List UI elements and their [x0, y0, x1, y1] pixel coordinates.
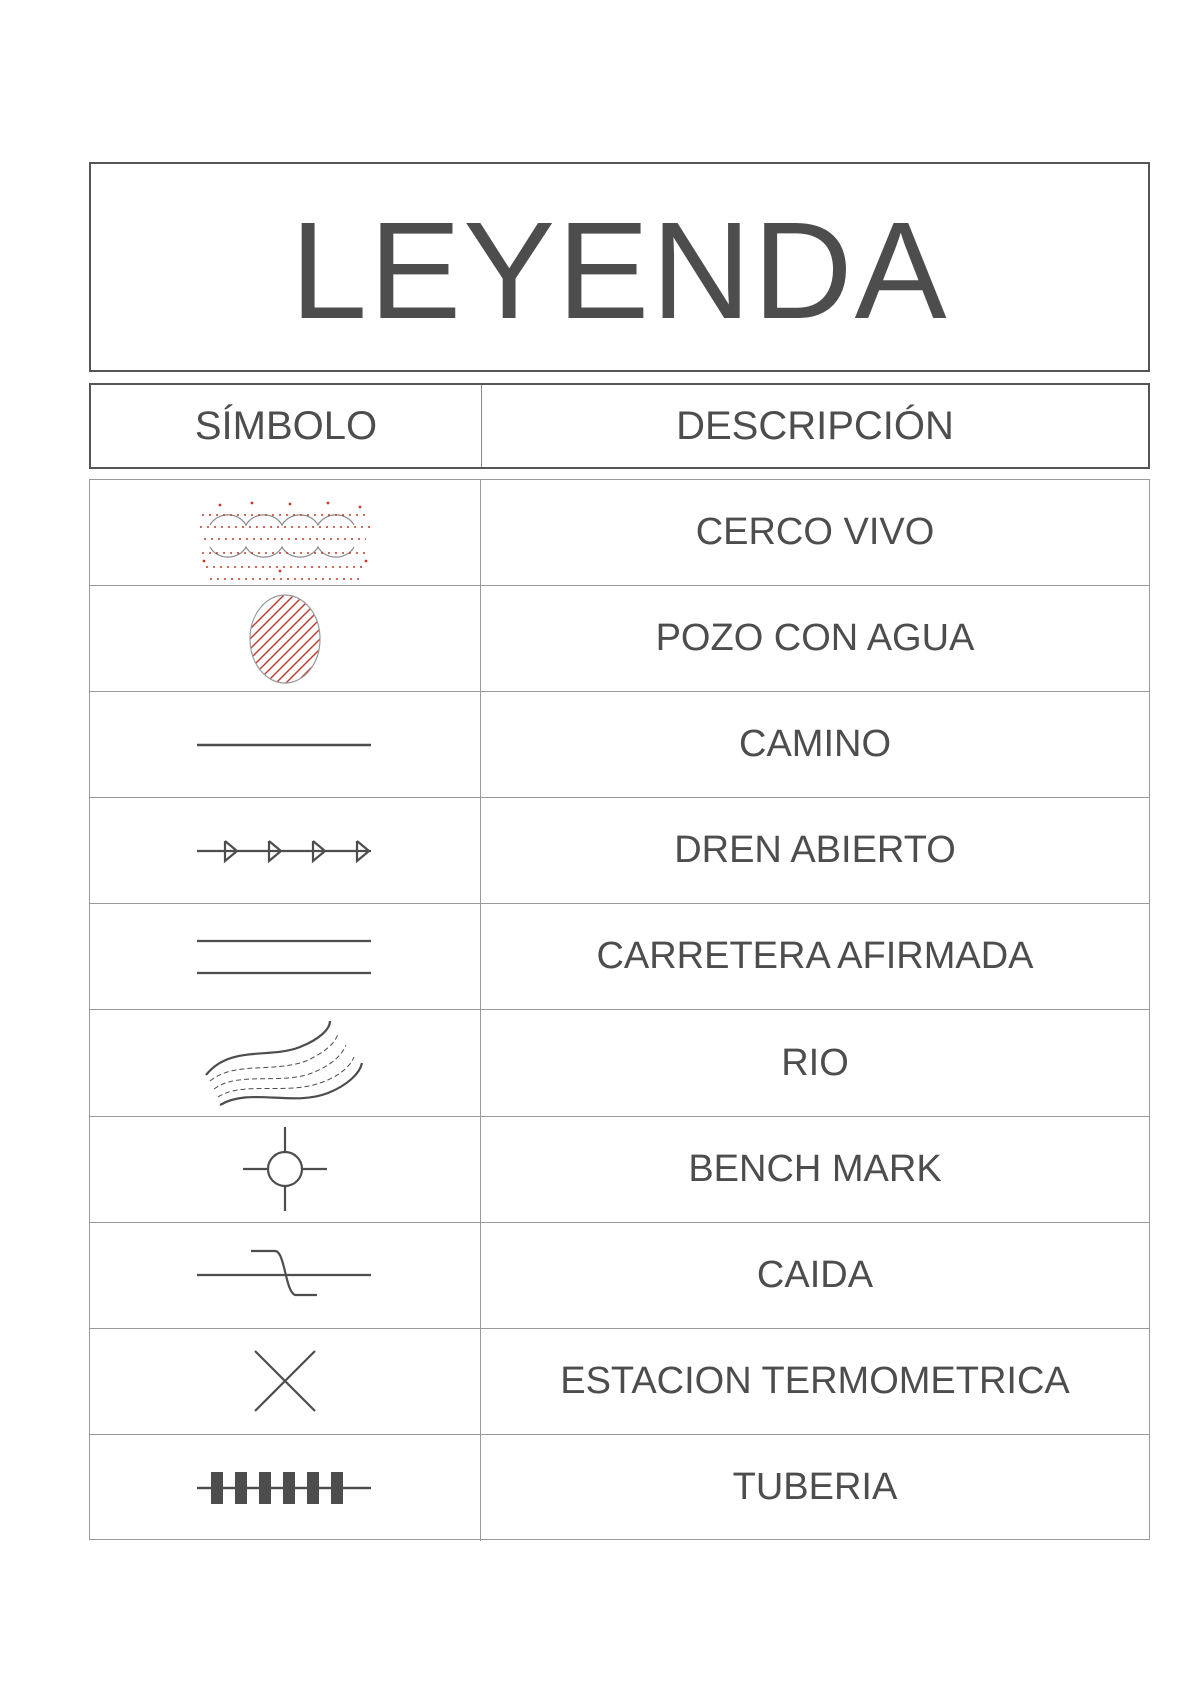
symbol-cell [90, 1329, 481, 1434]
crosshair-circle-icon [240, 1124, 330, 1214]
description-cell: RIO [781, 1041, 849, 1084]
river-icon [200, 1015, 370, 1111]
symbol-cell [90, 904, 481, 1009]
description-cell: CAIDA [756, 1253, 874, 1296]
single-line-icon [195, 735, 375, 755]
symbol-cell [90, 586, 481, 691]
symbol-cell [90, 1117, 481, 1222]
description-cell: CARRETERA AFIRMADA [596, 935, 1034, 978]
arrow-chain-icon [195, 833, 375, 869]
step-drop-icon [195, 1245, 375, 1305]
legend-row [90, 692, 1149, 798]
legend-row [90, 798, 1149, 904]
symbol-cell [90, 1435, 481, 1541]
legend-row [90, 480, 1149, 586]
legend-row [90, 586, 1149, 692]
x-mark-icon [250, 1346, 320, 1416]
legend-row [90, 1223, 1149, 1329]
pipe-icon [195, 1466, 375, 1510]
legend-title-box [89, 162, 1150, 372]
description-column-header: DESCRIPCIÓN [676, 403, 954, 448]
symbol-cell [90, 480, 481, 585]
symbol-cell [90, 798, 481, 903]
description-cell: ESTACION TERMOMETRICA [560, 1359, 1070, 1402]
legend-header-row [89, 383, 1150, 469]
legend-row [90, 1117, 1149, 1223]
symbol-cell [90, 1010, 481, 1115]
description-cell: CERCO VIVO [695, 511, 935, 554]
legend-table [89, 479, 1150, 1540]
symbol-column-header: SÍMBOLO [91, 385, 482, 467]
legend-row [90, 904, 1149, 1010]
description-cell: BENCH MARK [688, 1147, 942, 1190]
description-cell: TUBERIA [732, 1466, 898, 1509]
hedge-icon [190, 481, 380, 585]
description-cell: CAMINO [739, 723, 891, 766]
legend-row [90, 1435, 1149, 1541]
legend-row [90, 1010, 1149, 1116]
legend-title: LEYENDA [290, 194, 949, 348]
water-well-icon [240, 589, 330, 689]
description-cell: DREN ABIERTO [674, 829, 956, 872]
legend-row [90, 1329, 1149, 1435]
symbol-cell [90, 1223, 481, 1328]
double-line-icon [195, 935, 375, 979]
symbol-cell [90, 692, 481, 797]
description-cell: POZO CON AGUA [655, 617, 975, 660]
